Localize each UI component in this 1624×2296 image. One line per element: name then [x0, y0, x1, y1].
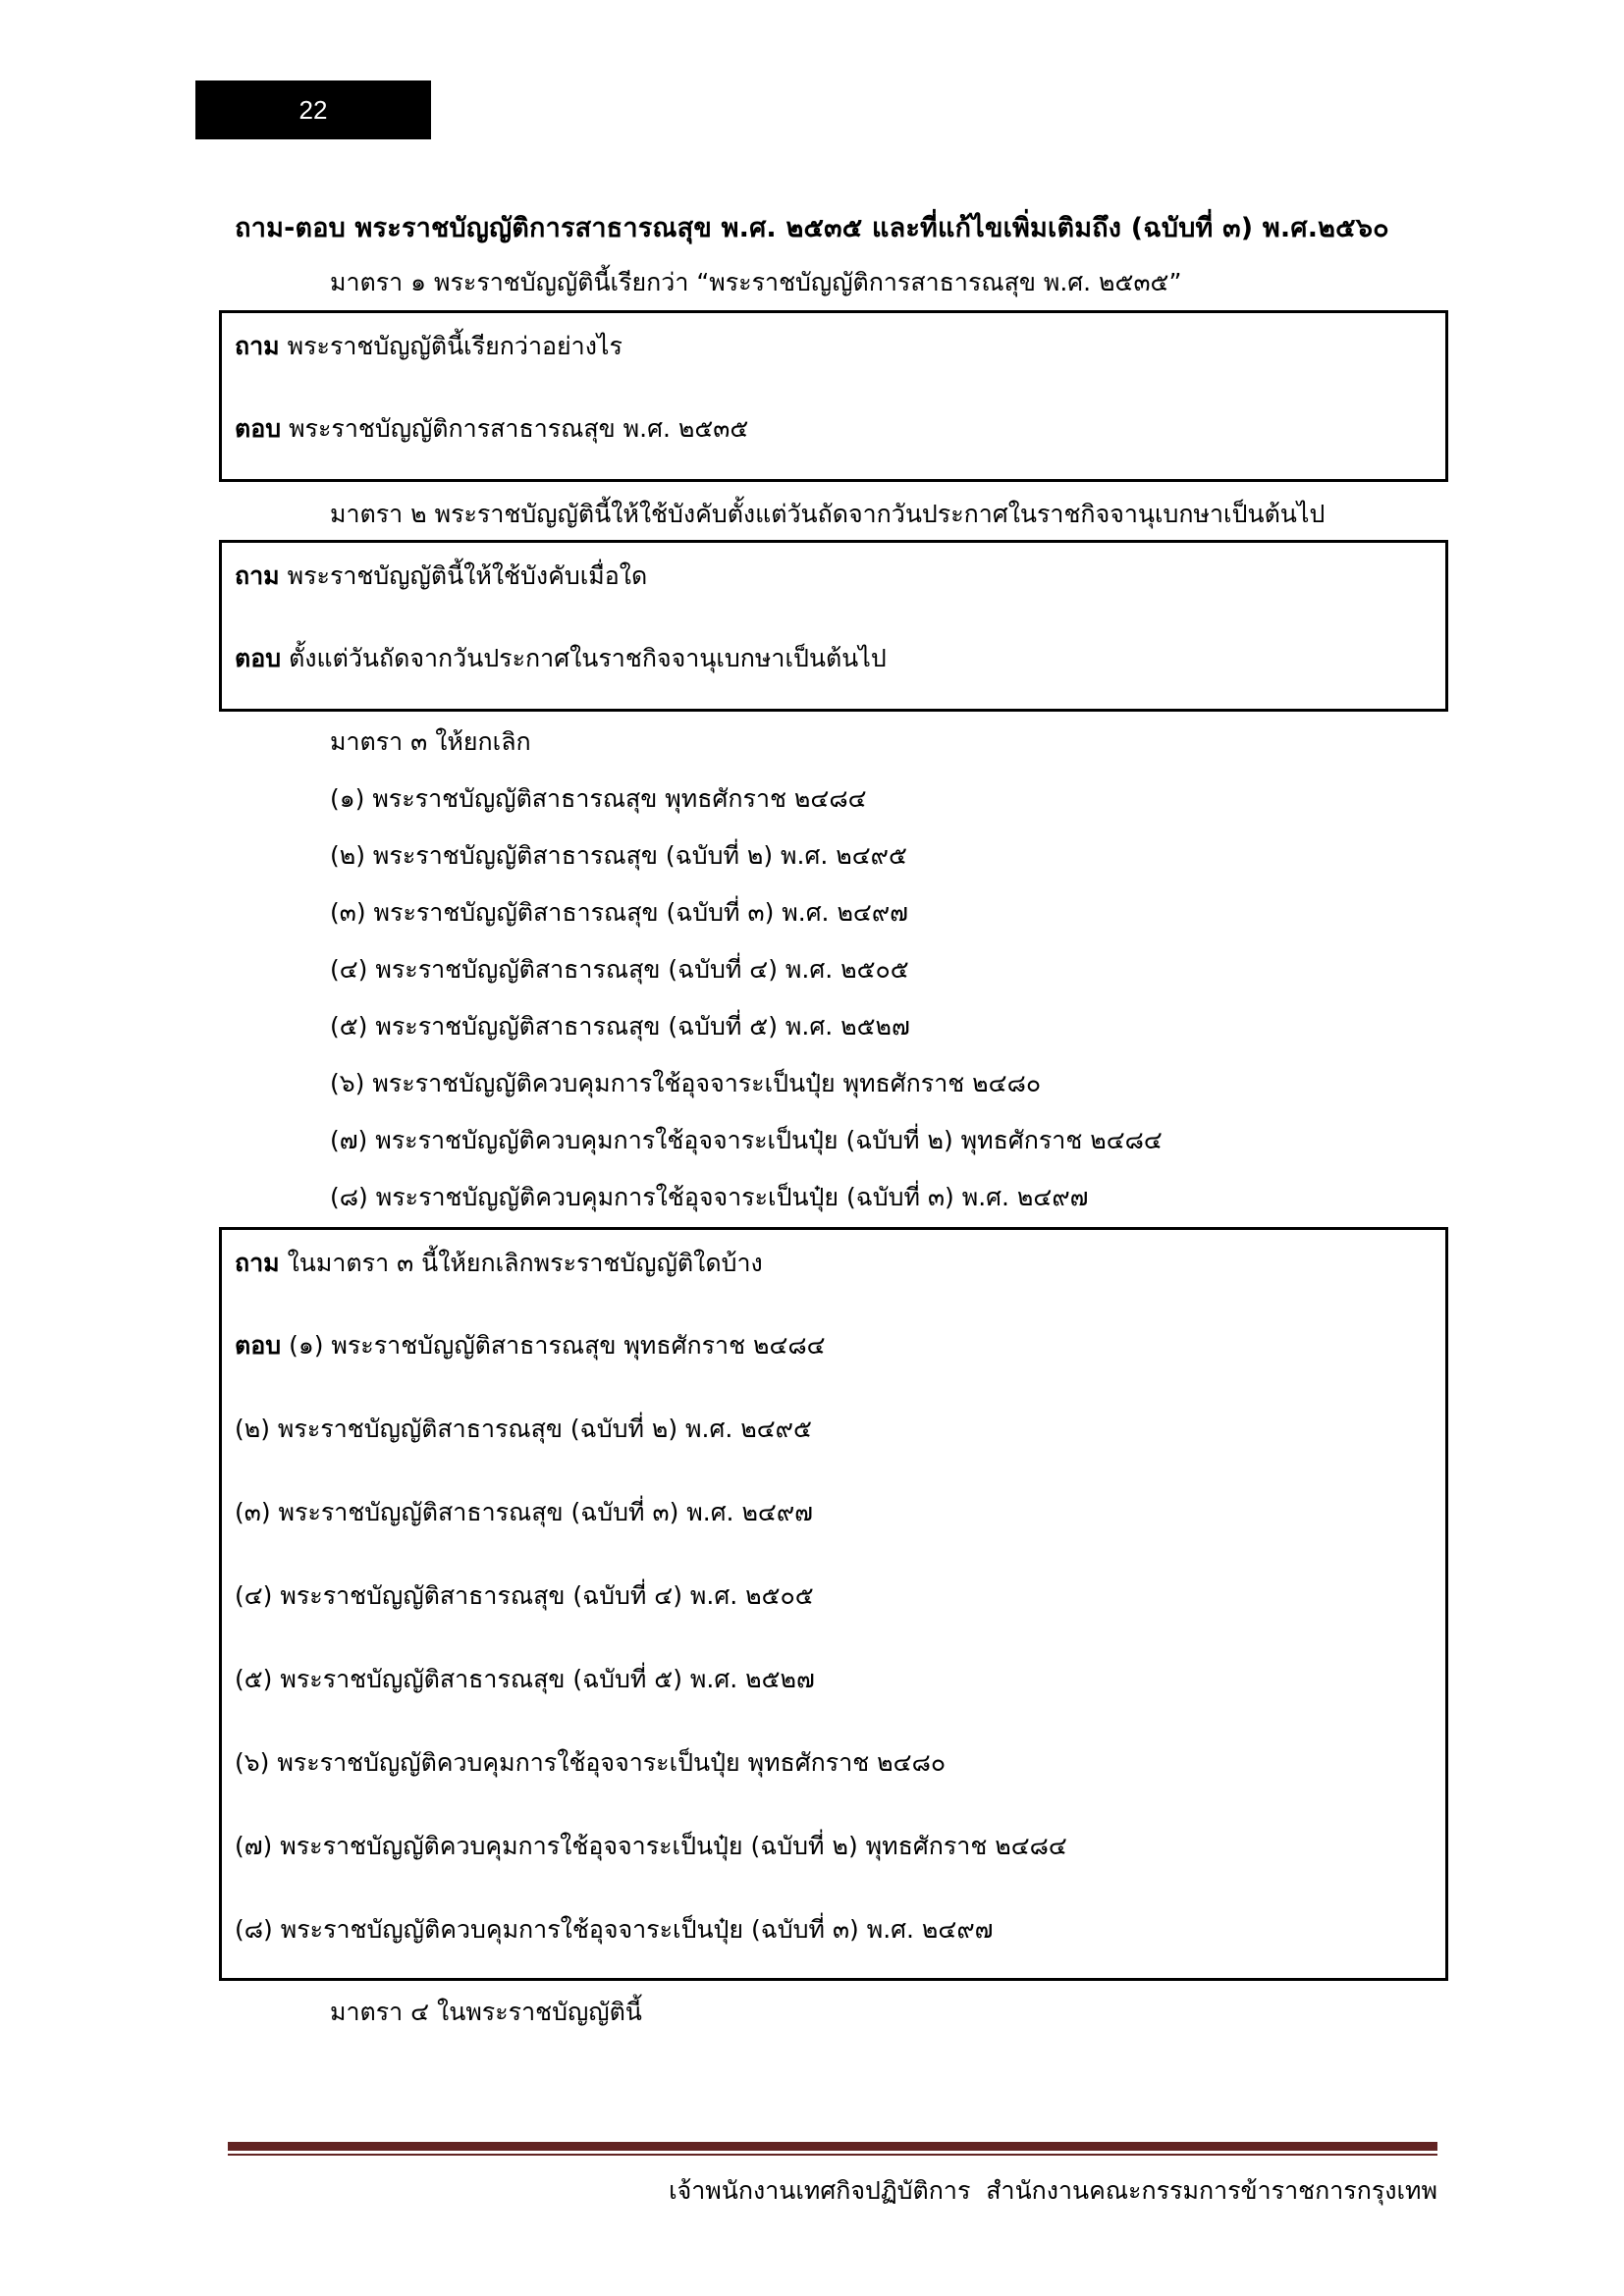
answer-label: ตอบ — [235, 414, 282, 443]
answer-line — [235, 1326, 826, 1365]
footer-rule-thin — [228, 2154, 1437, 2156]
footer-text: เจ้าพนักงานเทศกิจปฏิบัติการ สำนักงานคณะกรรมการข้าราชการกรุงเทพ — [669, 2176, 1437, 2205]
section-2-text: มาตรา ๒ พระราชบัญญัตินี้ให้ใช้บังคับตั้งแต่วันถัดจากวันประกาศในราชกิจจานุเบกษาเป็นต้นไป — [330, 500, 1326, 528]
document-title: ถาม-ตอบ พระราชบัญญัติการสาธารณสุข พ.ศ. ๒๕๓๕ และที่แก้ไขเพิ่มเติมถึง (ฉบับที่ ๓) พ.ศ.๒๕๖๐ — [235, 213, 1389, 243]
repealed-item: (๒) พระราชบัญญัติสาธารณสุข (ฉบับที่ ๒) พ.ศ. ๒๔๙๕ — [330, 841, 907, 870]
page-number: 22 — [298, 94, 328, 125]
repealed-item: (๑) พระราชบัญญัติสาธารณสุข พุทธศักราช ๒๔๘๔ — [330, 784, 867, 813]
section-4-text: มาตรา ๔ ในพระราชบัญญัตินี้ — [330, 1998, 642, 2026]
answer-line: (๔) พระราชบัญญัติสาธารณสุข (ฉบับที่ ๔) พ.ศ. ๒๕๐๕ — [235, 1581, 814, 1610]
question-label: ถาม — [235, 1249, 280, 1277]
question-line — [235, 557, 647, 596]
repealed-item: (๗) พระราชบัญญัติควบคุมการใช้อุจจาระเป็นปุ๋ย (ฉบับที่ ๒) พุทธศักราช ๒๔๘๔ — [330, 1126, 1163, 1154]
repealed-item: (๖) พระราชบัญญัติควบคุมการใช้อุจจาระเป็นปุ๋ย พุทธศักราช ๒๔๘๐ — [330, 1069, 1042, 1097]
repealed-item: (๓) พระราชบัญญัติสาธารณสุข (ฉบับที่ ๓) พ.ศ. ๒๔๙๗ — [330, 898, 908, 927]
repealed-item: (๘) พระราชบัญญัติควบคุมการใช้อุจจาระเป็นปุ๋ย (ฉบับที่ ๓) พ.ศ. ๒๔๙๗ — [330, 1183, 1089, 1211]
answer-line — [235, 639, 887, 678]
answer-text: ตั้งแต่วันถัดจากวันประกาศในราชกิจจานุเบกษาเป็นต้นไป — [281, 644, 887, 672]
page-number-badge — [195, 80, 431, 139]
question-text: พระราชบัญญัตินี้ให้ใช้บังคับเมื่อใด — [279, 561, 648, 590]
answer-line: (๕) พระราชบัญญัติสาธารณสุข (ฉบับที่ ๕) พ.ศ. ๒๕๒๗ — [235, 1665, 815, 1693]
section-1-text: มาตรา ๑ พระราชบัญญัตินี้เรียกว่า “พระราชบัญญัติการสาธารณสุข พ.ศ. ๒๕๓๕” — [330, 268, 1182, 296]
question-line — [235, 327, 623, 366]
answer-text: พระราชบัญญัติการสาธารณสุข พ.ศ. ๒๕๓๕ — [281, 414, 749, 443]
repealed-item: (๔) พระราชบัญญัติสาธารณสุข (ฉบับที่ ๔) พ.ศ. ๒๕๐๕ — [330, 955, 909, 984]
question-text: ในมาตรา ๓ นี้ให้ยกเลิกพระราชบัญญัติใดบ้าง — [279, 1249, 763, 1277]
answer-line: (๘) พระราชบัญญัติควบคุมการใช้อุจจาระเป็นปุ๋ย (ฉบับที่ ๓) พ.ศ. ๒๔๙๗ — [235, 1915, 994, 1944]
question-text: พระราชบัญญัตินี้เรียกว่าอย่างไร — [279, 332, 623, 360]
answer-line: (๓) พระราชบัญญัติสาธารณสุข (ฉบับที่ ๓) พ.ศ. ๒๔๙๗ — [235, 1498, 813, 1526]
footer-rule-thick — [228, 2142, 1437, 2151]
question-label: ถาม — [235, 561, 280, 590]
answer-line — [235, 409, 748, 449]
qa-box-section-1 — [219, 310, 1448, 482]
answer-line: (๒) พระราชบัญญัติสาธารณสุข (ฉบับที่ ๒) พ.ศ. ๒๔๙๕ — [235, 1415, 812, 1443]
qa-box-section-3 — [219, 1227, 1448, 1981]
answer-line: (๖) พระราชบัญญัติควบคุมการใช้อุจจาระเป็นปุ๋ย พุทธศักราช ๒๔๘๐ — [235, 1748, 947, 1777]
qa-box-section-2 — [219, 540, 1448, 712]
question-line — [235, 1244, 763, 1283]
repealed-item: (๕) พระราชบัญญัติสาธารณสุข (ฉบับที่ ๕) พ.ศ. ๒๕๒๗ — [330, 1012, 910, 1041]
question-label: ถาม — [235, 332, 280, 360]
answer-label: ตอบ — [235, 644, 282, 672]
answer-text: (๑) พระราชบัญญัติสาธารณสุข พุทธศักราช ๒๔๘๔ — [281, 1331, 826, 1360]
answer-line: (๗) พระราชบัญญัติควบคุมการใช้อุจจาระเป็นปุ๋ย (ฉบับที่ ๒) พุทธศักราช ๒๔๘๔ — [235, 1832, 1067, 1860]
section-3-text: มาตรา ๓ ให้ยกเลิก — [330, 727, 531, 756]
answer-label: ตอบ — [235, 1331, 282, 1360]
